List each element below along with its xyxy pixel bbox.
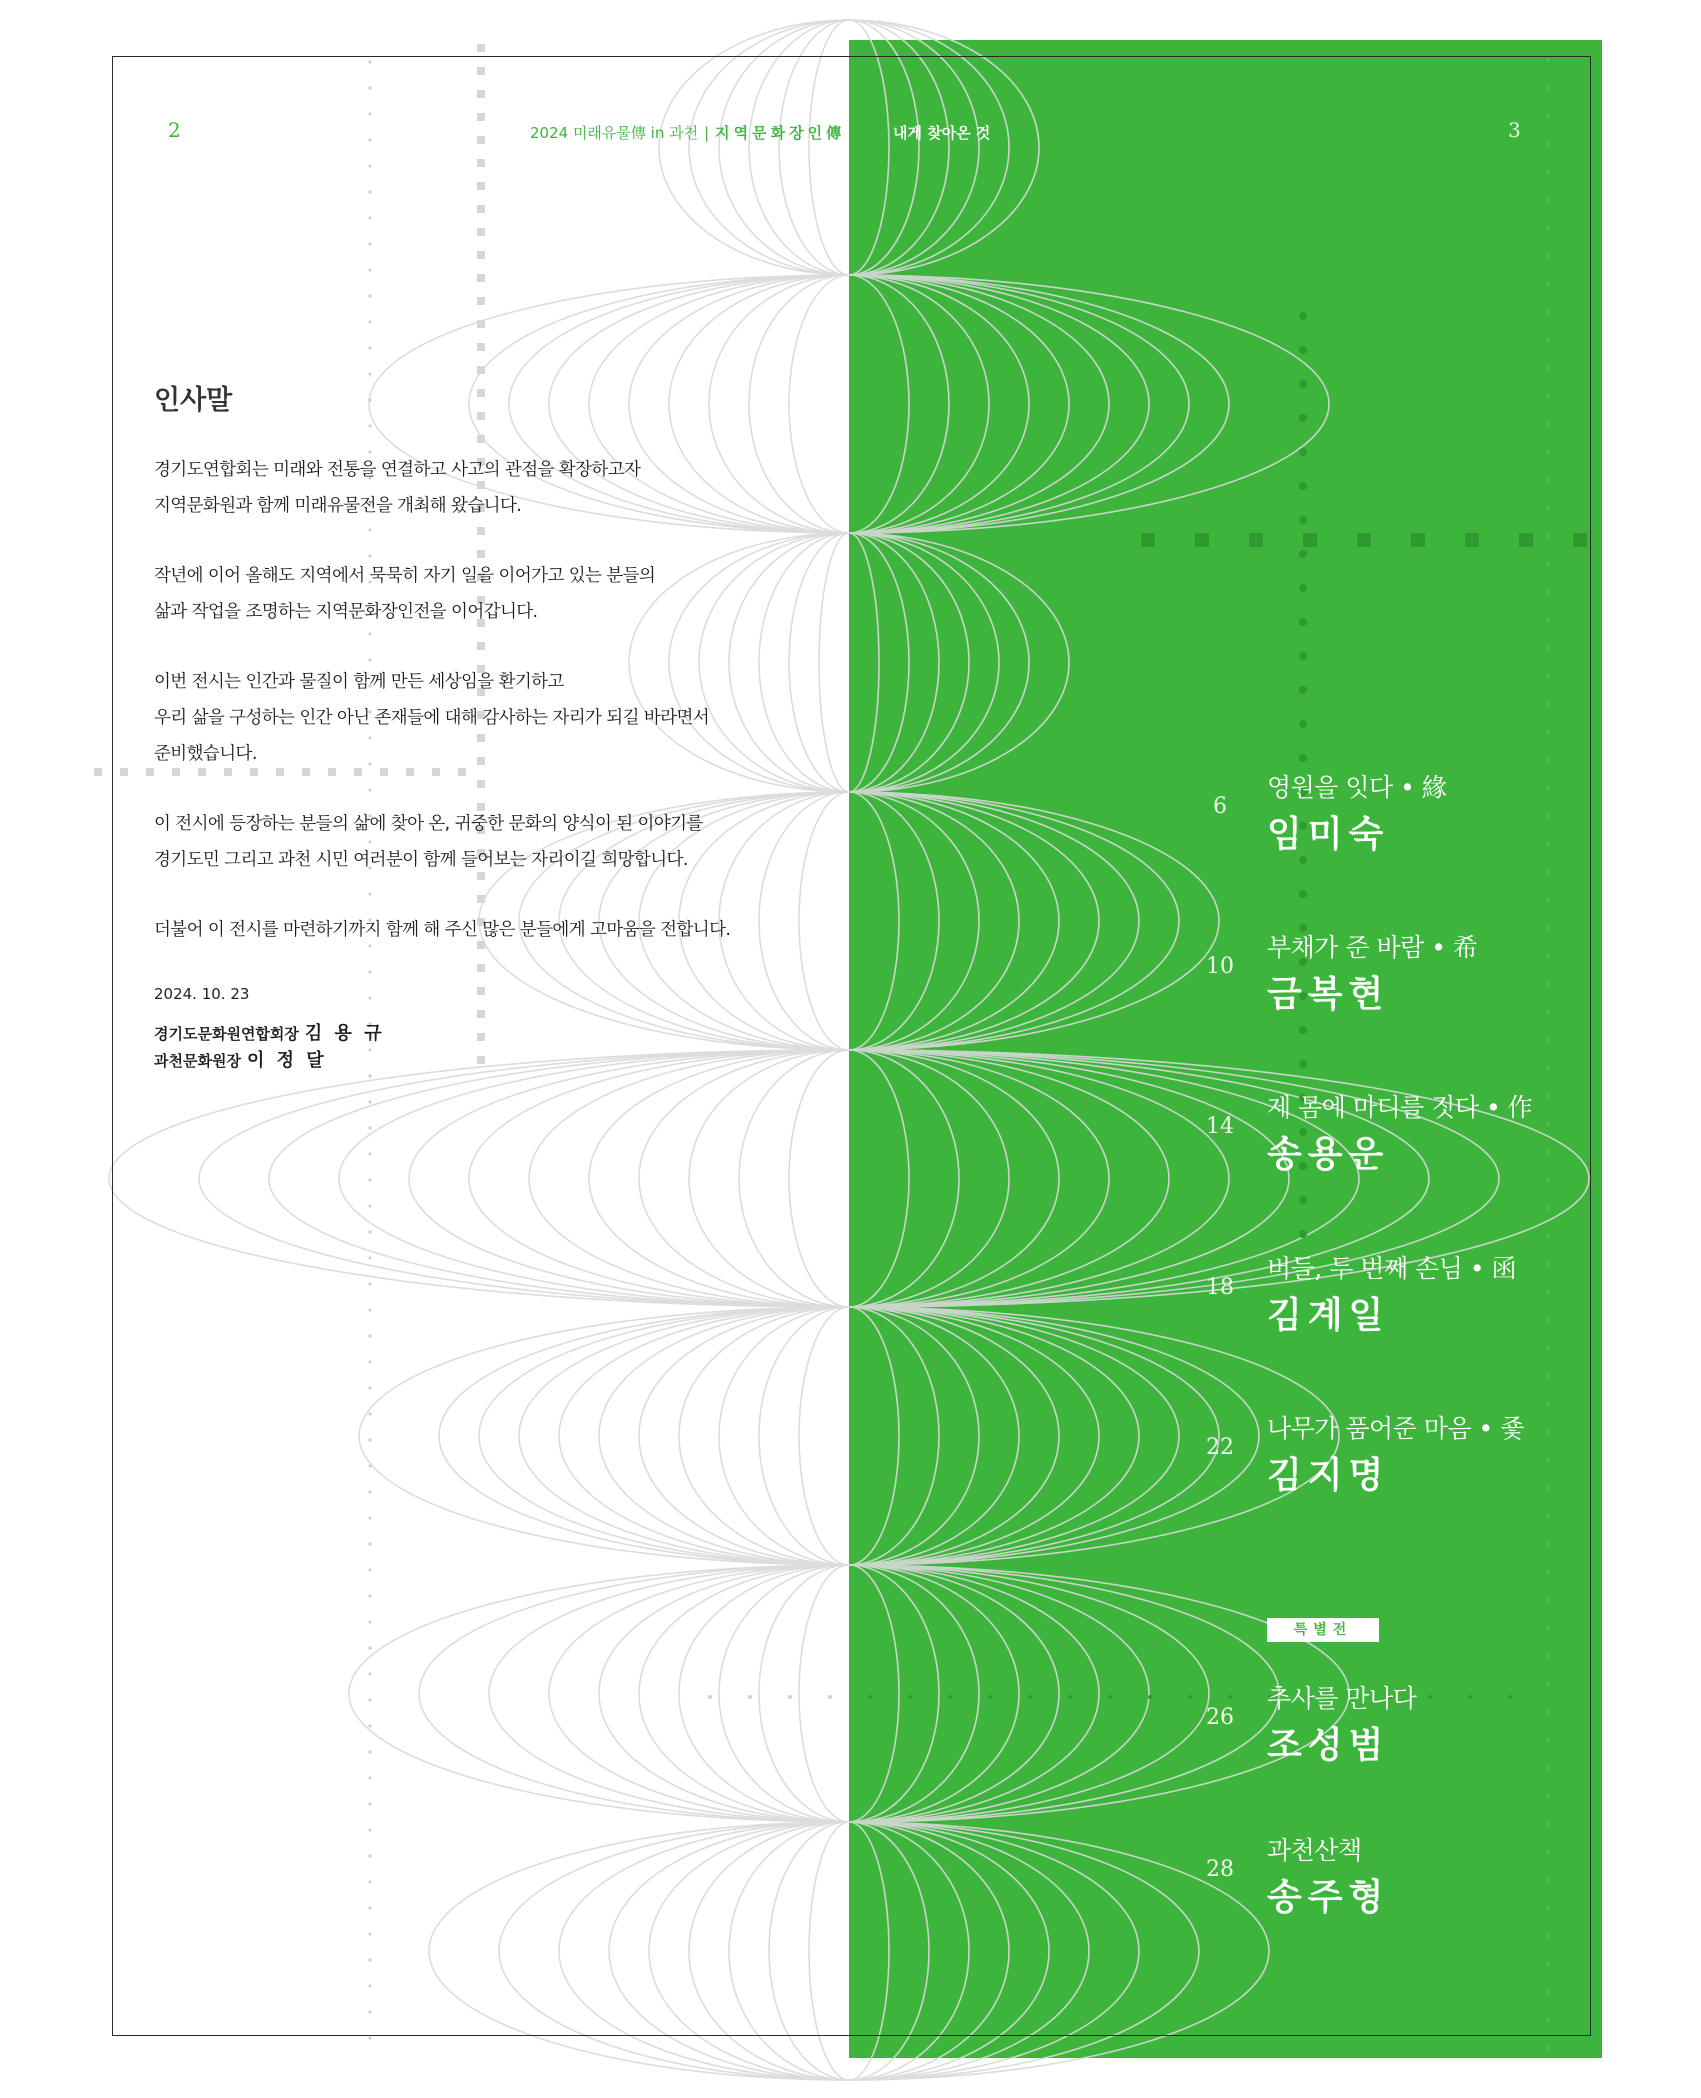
toc-artist-name: 김지명: [1267, 1454, 1390, 1496]
greeting-line: 경기도연합회는 미래와 전통을 연결하고 사고의 관점을 확장하고자: [154, 460, 641, 480]
toc-artist-name: 임미숙: [1267, 813, 1390, 855]
signature-federation: [154, 1019, 385, 1045]
toc-item[interactable]: [1200, 1088, 1560, 1188]
toc-artist-name: 송용운: [1267, 1133, 1390, 1175]
signature-gwacheon: [154, 1046, 327, 1072]
toc-item[interactable]: [1200, 768, 1560, 868]
toc-item[interactable]: [1200, 1249, 1560, 1349]
toc-item[interactable]: [1200, 1409, 1560, 1509]
toc-page-number: 18: [1206, 1275, 1234, 1300]
running-title-emphasis: 지역문화장인傳: [715, 124, 846, 142]
grid-dot: [1546, 2046, 1549, 2049]
toc-subtitle: 과천산책: [1267, 1836, 1362, 1865]
greeting-paragraph: [154, 912, 794, 948]
greeting-paragraph: [154, 558, 794, 630]
toc-artist-name: 금복현: [1267, 973, 1390, 1015]
greeting-paragraph: [154, 806, 794, 878]
toc-artist-name: 김계일: [1267, 1294, 1390, 1336]
running-title-left: [530, 122, 845, 143]
grid-dot: [368, 2036, 371, 2039]
toc-page-number: 22: [1206, 1435, 1234, 1460]
toc-page-number: 28: [1206, 1857, 1234, 1882]
greeting-line: 더불어 이 전시를 마련하기까지 함께 해 주신 많은 분들에게 고마움을 전합니다.: [154, 920, 731, 940]
toc-page-number: 6: [1213, 794, 1227, 819]
grid-dot: [477, 44, 485, 52]
toc-subtitle: 영원을 잇다 • 緣: [1267, 773, 1447, 802]
running-title-separator: |: [704, 124, 710, 142]
greeting-line: 우리 삶을 구성하는 인간 아닌 존재들에 대해 감사하는 자리가 되길 바라면서: [154, 708, 710, 728]
greeting-line: 이번 전시는 인간과 물질이 함께 만든 세상임을 환기하고: [154, 672, 564, 692]
toc-artist-name: 송주형: [1267, 1876, 1390, 1918]
greeting-line: 경기도민 그리고 과천 시민 여러분이 함께 들어보는 자리이길 희망합니다.: [154, 850, 688, 870]
signature-name: 이 정 달: [246, 1050, 327, 1071]
toc-item-special[interactable]: [1200, 1679, 1560, 1779]
toc-subtitle: 부채가 준 바람 • 希: [1267, 933, 1478, 962]
special-exhibition-badge: 특별전: [1267, 1618, 1379, 1642]
greeting-paragraph: [154, 664, 794, 772]
greeting-title: 인사말: [154, 385, 233, 416]
running-title-right: 내게 찾아온 것: [893, 124, 991, 142]
page-number-right: 3: [1508, 118, 1521, 142]
toc-artist-name: 조성범: [1267, 1724, 1390, 1766]
toc-subtitle: 제 몸에 마디를 짓다 • 作: [1267, 1093, 1533, 1122]
toc-subtitle: 추사를 만나다: [1267, 1684, 1417, 1713]
toc-item-special[interactable]: [1200, 1831, 1560, 1931]
running-title-prefix: 2024 미래유물傳 in 과천: [530, 124, 699, 142]
signature-title: 경기도문화원연합회장: [154, 1025, 299, 1043]
greeting-line: 지역문화원과 함께 미래유물전을 개최해 왔습니다.: [154, 496, 522, 516]
signature-title: 과천문화원장: [154, 1052, 241, 1070]
greeting-date: 2024. 10. 23: [154, 985, 250, 1003]
greeting-line: 준비했습니다.: [154, 744, 257, 764]
toc-subtitle: 나무가 품어준 마음 • 죷: [1267, 1414, 1524, 1443]
grid-dot: [94, 768, 102, 776]
greeting-body: [154, 452, 794, 982]
toc-page-number: 10: [1206, 954, 1234, 979]
greeting-paragraph: [154, 452, 794, 524]
toc-page-number: 26: [1206, 1705, 1234, 1730]
greeting-line: 삶과 작업을 조명하는 지역문화장인전을 이어갑니다.: [154, 602, 538, 622]
toc-subtitle: 버들, 두 번째 손님 • 函: [1267, 1254, 1516, 1283]
signature-name: 김 용 규: [304, 1023, 385, 1044]
toc-page-number: 14: [1206, 1114, 1234, 1139]
greeting-line: 작년에 이어 올해도 지역에서 묵묵히 자기 일을 이어가고 있는 분들의: [154, 566, 656, 586]
toc-item[interactable]: [1200, 928, 1560, 1028]
page-number-left: 2: [168, 118, 181, 142]
greeting-line: 이 전시에 등장하는 분들의 삶에 찾아 온, 귀중한 문화의 양식이 된 이야기를: [154, 814, 703, 834]
